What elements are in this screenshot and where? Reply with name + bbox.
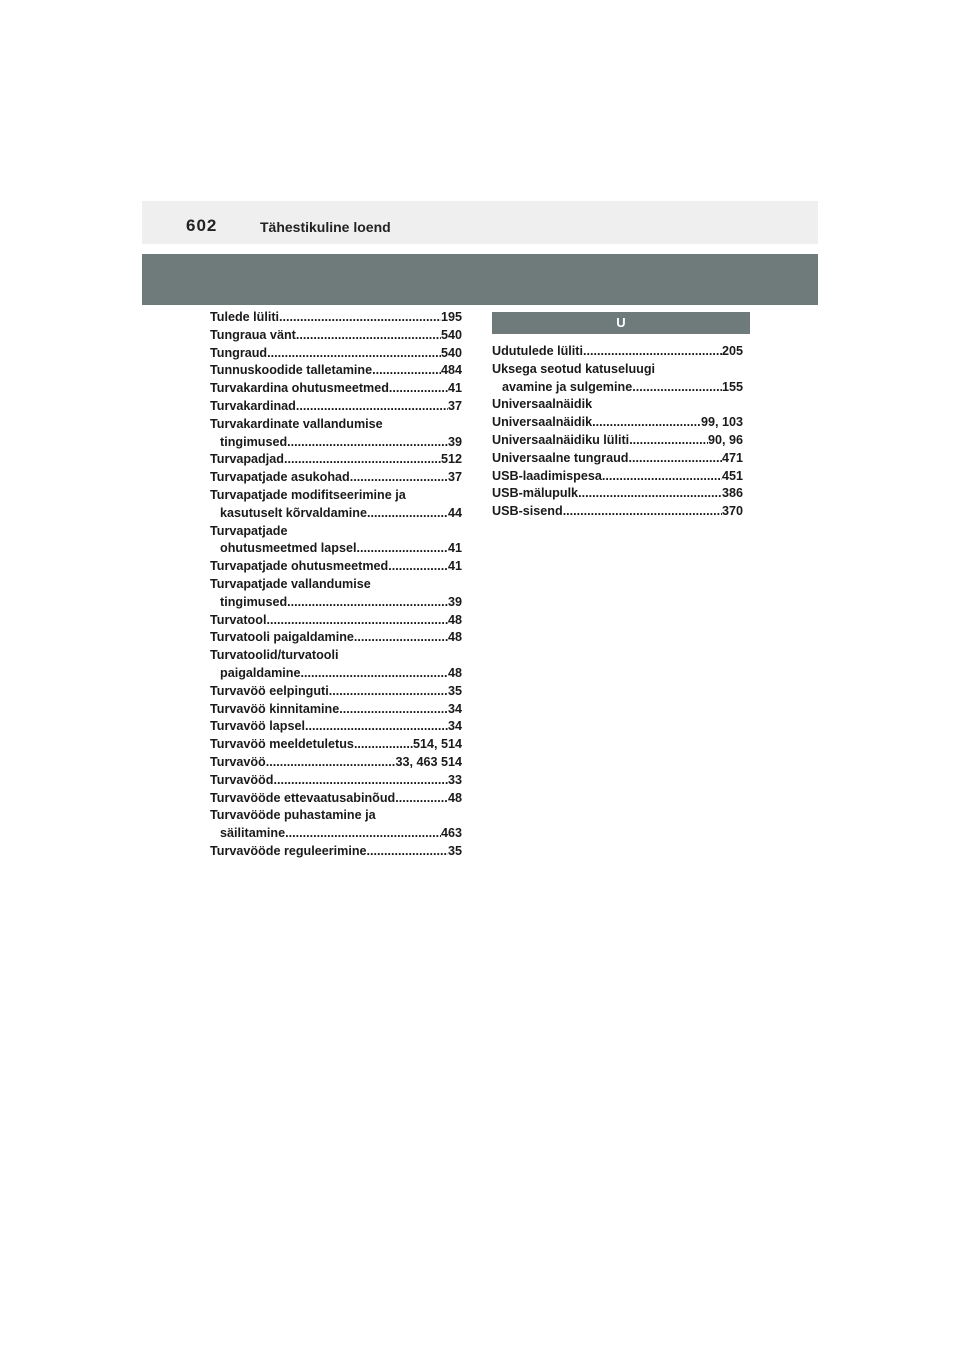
index-entry [210,487,462,523]
dot-leader [583,343,722,361]
index-entry-term: Tulede lüliti [210,310,280,324]
index-entry-term-line: Universaalnäidik [492,397,593,412]
index-entry-page: 35 [447,843,462,858]
index-entry [210,345,462,363]
index-entry [492,503,743,521]
index-entry-page: 512 [440,452,462,467]
page-number: 602 [186,216,218,235]
index-entry-line [210,327,462,345]
dot-leader [305,718,448,736]
index-entry [210,398,462,416]
index-entry-term: Turvatool [210,612,267,627]
index-entry-line [492,485,743,503]
index-entry-term: Tungraud [210,345,268,360]
dot-leader [339,701,448,719]
index-entry-term-line: Turvavööde puhastamine ja [210,808,376,823]
dot-leader [329,683,448,701]
index-entry-page: 35 [447,683,462,698]
index-entry [210,683,462,701]
index-entry-line [492,432,743,450]
index-entry-page: 540 [440,327,462,342]
index-entry-line [492,343,743,361]
index-entry-term: Turvavöö lapsel [210,719,305,734]
index-entry-term: Turvavöö meeldetuletus [210,737,354,752]
index-entry-line [210,843,462,861]
dot-leader [266,754,396,772]
dot-leader [629,432,708,450]
dot-leader [602,468,722,486]
index-entry-page: 484 [440,363,462,378]
index-entry-page: 48 [447,630,462,645]
index-entry-term: USB-mälupulk [492,486,579,501]
dot-leader [578,485,722,503]
index-entry-term: Universaalnäidiku lüliti [492,432,630,447]
index-entry-term: Turvapatjade ohutusmeetmed [210,559,389,574]
index-entry-line [210,594,462,612]
index-entry-line [210,434,462,452]
index-entry-page: 205 [721,344,743,358]
index-entry [210,701,462,719]
index-entry-term: ohutusmeetmed lapsel [220,541,357,556]
index-entry-line [210,683,462,701]
index-entry-term-line: Turvatoolid/turvatooli [210,648,339,663]
index-entry-line [210,540,462,558]
dot-leader [395,790,448,808]
dot-leader [287,434,448,452]
index-entry-line [492,503,743,521]
index-entry-term: säilitamine [220,826,286,841]
index-entry-page: 44 [447,505,462,520]
index-entry-term: paigaldamine [220,665,301,680]
index-entry-term: Turvakardina ohutusmeetmed [210,381,389,396]
index-entry [210,754,462,772]
index-entry-term: Universaalnäidik [492,415,593,430]
index-entry [210,772,462,790]
dot-leader [367,843,448,861]
letter-heading: U [492,312,750,334]
index-entry [210,576,462,612]
dot-leader [356,540,448,558]
dot-leader [279,309,441,327]
dot-leader [632,379,722,397]
index-entry-line [210,451,462,469]
index-entry-page: 386 [721,486,743,501]
dot-leader [296,327,441,345]
index-entry [210,647,462,683]
dot-leader [628,450,722,468]
index-entry-page: 195 [440,310,462,324]
index-entry [210,362,462,380]
section-title: Tähestikuline loend [260,219,391,235]
index-entry [492,450,743,468]
index-entry-term-line: Turvakardinate vallandumise [210,416,383,431]
index-entry [210,558,462,576]
index-entry-page: 34 [447,701,462,716]
dot-leader [388,558,448,576]
index-entry-line [210,345,462,363]
index-entry-page: 39 [447,434,462,449]
index-entry-page: 463 [440,826,462,841]
index-entry-line [210,558,462,576]
index-entry-term: Turvavööde reguleerimine [210,843,367,858]
index-entry-line [210,612,462,630]
index-entry [210,327,462,345]
index-column-left [210,307,462,861]
index-entry-line [210,825,462,843]
index-entry [210,416,462,452]
index-column-right [492,307,743,521]
index-entry-term: tingimused [220,594,288,609]
index-entry-term: Turvavööde ettevaatusabinõud [210,790,396,805]
dot-leader [367,505,448,523]
index-entry-page: 33, 463 514 [395,754,462,769]
dot-leader [267,345,441,363]
index-entry-page: 34 [447,719,462,734]
index-entry-line [210,736,462,754]
index-entry-term: Turvapadjad [210,452,284,467]
index-entry [210,790,462,808]
index-entry [210,612,462,630]
index-entry-page: 370 [721,504,743,519]
index-entry-term: Turvavöö kinnitamine [210,701,340,716]
index-entry [210,309,462,327]
index-entry-line [210,772,462,790]
index-entry-page: 99, 103 [700,415,743,430]
index-entry-term-line: Turvapatjade vallandumise [210,576,371,591]
index-entry [210,380,462,398]
dot-leader [372,362,441,380]
index-entry-page: 37 [447,398,462,413]
index-entries-right [492,343,743,521]
index-entry [492,432,743,450]
index-entry-line [492,379,743,397]
index-entry-term-line: Uksega seotud katuseluugi [492,361,656,376]
dot-leader [354,736,413,754]
index-entry [210,807,462,843]
dot-leader [350,469,448,487]
index-entry-page: 48 [447,665,462,680]
dot-leader [287,594,448,612]
dot-leader [354,629,448,647]
index-entry-term: Turvatooli paigaldamine [210,630,354,645]
thumb-tab-band [142,254,818,305]
index-entry-term: Turvavöö [210,754,266,769]
index-entry-page: 37 [447,470,462,485]
index-entry-line [492,468,743,486]
index-entry-term-line: Turvapatjade [210,523,288,538]
index-entry-line [210,505,462,523]
index-entry [210,629,462,647]
index-entry-term: Udutulede lüliti [492,344,583,358]
index-entry-term: Turvakardinad [210,398,296,413]
index-entry-line [210,398,462,416]
index-entry-term: Tungraua vänt [210,327,296,342]
index-entry-page: 90, 96 [707,432,743,447]
index-entry-page: 33 [447,772,462,787]
index-entry-page: 41 [447,559,462,574]
index-entry-line [210,754,462,772]
index-entry [210,843,462,861]
index-entry [492,468,743,486]
index-entry-page: 41 [447,541,462,556]
dot-leader [592,414,701,432]
index-entry [492,361,743,397]
dot-leader [389,380,448,398]
index-entry [210,451,462,469]
index-entry-term: USB-sisend [492,504,563,519]
index-entry-term: avamine ja sulgemine [502,379,633,394]
index-entry-line [210,469,462,487]
dot-leader [296,398,448,416]
index-entry [210,523,462,559]
index-entry [492,485,743,503]
dot-leader [300,665,448,683]
dot-leader [285,825,441,843]
index-entry-term: Universaalne tungraud [492,450,629,465]
dot-leader [266,612,448,630]
index-entry-line [210,629,462,647]
index-entry-page: 39 [447,594,462,609]
dot-leader [273,772,448,790]
index-entry-line [210,362,462,380]
index-entry-page: 471 [721,450,743,465]
index-entry-line [210,665,462,683]
index-entry-term: USB-laadimispesa [492,468,602,483]
index-entry [210,469,462,487]
dot-leader [284,451,441,469]
index-entry [210,718,462,736]
index-entry-page: 48 [447,612,462,627]
index-entry-line [210,380,462,398]
index-entry-term: Turvavööd [210,772,274,787]
index-entry-line [210,718,462,736]
dot-leader [563,503,722,521]
index-entry-line [492,450,743,468]
index-entry-line [210,701,462,719]
index-entry [492,343,743,361]
index-entry-line [492,414,743,432]
index-entry [492,396,743,432]
index-entry-term: Turvapatjade asukohad [210,470,350,485]
index-entry-term: Tunnuskoodide talletamine [210,363,373,378]
index-entry-term: kasutuselt kõrvaldamine [220,505,367,520]
index-entry-page: 155 [721,379,743,394]
index-entry-page: 451 [721,468,743,483]
index-entry-page: 514, 514 [412,737,462,752]
index-entry-page: 41 [447,381,462,396]
index-entry-term: Turvavöö eelpinguti [210,683,329,698]
header-bar [142,201,818,244]
index-entry-term-line: Turvapatjade modifitseerimine ja [210,487,406,502]
index-entry-line [210,790,462,808]
index-entry-line [210,309,462,327]
index-entry-page: 540 [440,345,462,360]
index-entry-term: tingimused [220,434,288,449]
index-entry [210,736,462,754]
index-entry-page: 48 [447,790,462,805]
